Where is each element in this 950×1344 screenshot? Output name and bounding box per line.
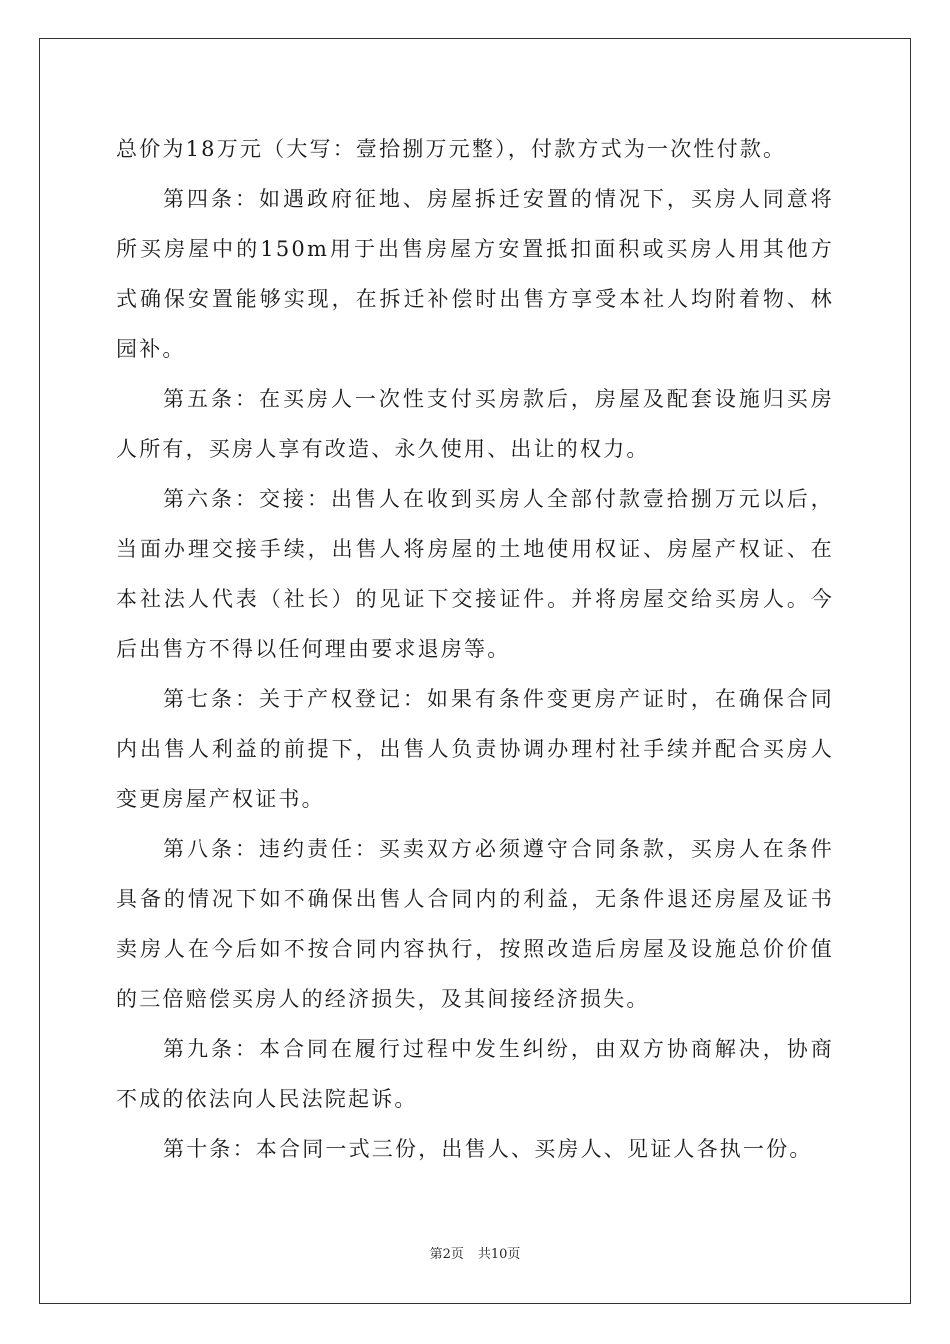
paragraph-article-8: 第八条：违约责任：买卖双方必须遵守合同条款，买房人在条件具备的情况下如不确保出售人合同内的利益，无条件退还房屋及证书卖房人在今后如不按合同内容执行，按照改造后房屋及设施总价价值的三倍赔偿买房人的经济损失，及其间接经济损失。 [116, 837, 834, 1011]
page-number: 第2页 [429, 1247, 464, 1262]
paragraph-article-4: 第四条：如遇政府征地、房屋拆迁安置的情况下，买房人同意将所买房屋中的150m用于出售房屋方安置抵扣面积或买房人用其他方式确保安置能够实现，在拆迁补偿时出售方享受本社人均附着物、林园补。 [116, 187, 834, 361]
paragraph-article-7: 第七条：关于产权登记：如果有条件变更房产证时，在确保合同内出售人利益的前提下，出售人负责协调办理村社手续并配合买房人变更房屋产权证书。 [116, 687, 834, 811]
document-body [116, 124, 834, 1174]
paragraph-article-9: 第九条：本合同在履行过程中发生纠纷，由双方协商解决，协商不成的依法向人民法院起诉。 [116, 1037, 834, 1111]
paragraph-article-5: 第五条：在买房人一次性支付买房款后，房屋及配套设施归买房人所有，买房人享有改造、永久使用、出让的权力。 [116, 387, 834, 461]
paragraph-article-10: 第十条：本合同一式三份，出售人、买房人、见证人各执一份。 [163, 1137, 813, 1161]
paragraph-article-6: 第六条：交接：出售人在收到买房人全部付款壹拾捌万元以后，当面办理交接手续，出售人将房屋的土地使用权证、房屋产权证、在本社法人代表（社长）的见证下交接证件。并将房屋交给买房人。今后出售方不得以任何理由要求退房等。 [116, 487, 834, 661]
paragraph-1: 总价为18万元（大写：壹拾捌万元整），付款方式为一次性付款。 [116, 137, 787, 161]
page-footer [0, 1245, 950, 1265]
page-total: 共10页 [477, 1247, 521, 1262]
